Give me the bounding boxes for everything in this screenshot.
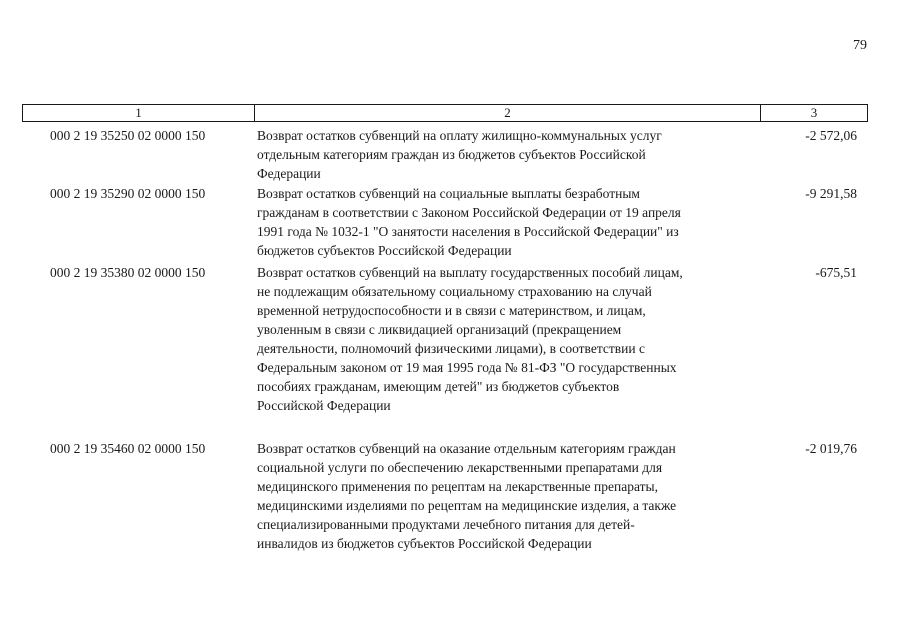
description-line: Возврат остатков субвенций на выплату государственных пособий лицам, bbox=[257, 265, 683, 280]
description-line: отдельным категориям граждан из бюджетов субъектов Российской bbox=[257, 147, 646, 162]
amount: -2 019,76 bbox=[805, 441, 857, 456]
page-number: 79 bbox=[853, 38, 867, 53]
description-line: социальной услуги по обеспечению лекарственными препаратами для bbox=[257, 460, 663, 475]
row-description bbox=[257, 184, 744, 260]
description-line: 1991 года № 1032-1 "О занятости населения в Российской Федерации" из bbox=[257, 224, 679, 239]
table-header-col-1: 1 bbox=[23, 105, 255, 121]
description-line: инвалидов из бюджетов субъектов Российской Федерации bbox=[257, 536, 592, 551]
description-line: временной нетрудоспособности и в связи с материнством, и лицам, bbox=[257, 303, 646, 318]
budget-code: 000 2 19 35250 02 0000 150 bbox=[50, 128, 206, 143]
amount: -675,51 bbox=[815, 265, 857, 280]
table-header bbox=[22, 104, 868, 122]
description-line: Российской Федерации bbox=[257, 398, 391, 413]
description-line: Федерации bbox=[257, 166, 321, 181]
budget-code: 000 2 19 35460 02 0000 150 bbox=[50, 441, 206, 456]
description-line: Федеральным законом от 19 мая 1995 года № 81-ФЗ "О государственных bbox=[257, 360, 677, 375]
amount: -2 572,06 bbox=[805, 128, 857, 143]
description-line: Возврат остатков субвенций на социальные выплаты безработным bbox=[257, 186, 640, 201]
row-description bbox=[257, 439, 744, 553]
amount: -9 291,58 bbox=[805, 186, 857, 201]
description-line: Возврат остатков субвенций на оплату жилищно-коммунальных услуг bbox=[257, 128, 662, 143]
description-line: медицинского применения по рецептам на лекарственные препараты, bbox=[257, 479, 658, 494]
table-header-col-3: 3 bbox=[810, 105, 818, 120]
description-line: бюджетов субъектов Российской Федерации bbox=[257, 243, 512, 258]
description-line: специализированными продуктами лечебного питания для детей- bbox=[257, 517, 635, 532]
table-header-col-2: 2 bbox=[255, 105, 761, 121]
description-line: медицинскими изделиями по рецептам на медицинские изделия, а также bbox=[257, 498, 677, 513]
budget-code: 000 2 19 35290 02 0000 150 bbox=[50, 186, 206, 201]
row-description bbox=[257, 263, 744, 415]
row-description bbox=[257, 126, 744, 183]
description-line: уволенным в связи с ликвидацией организаций (прекращением bbox=[257, 322, 622, 337]
budget-code: 000 2 19 35380 02 0000 150 bbox=[50, 265, 206, 280]
description-line: пособиях гражданам, имеющим детей" из бюджетов субъектов bbox=[257, 379, 620, 394]
description-line: деятельности, полномочий физическими лицами), в соответствии с bbox=[257, 341, 645, 356]
description-line: гражданам в соответствии с Законом Российской Федерации от 19 апреля bbox=[257, 205, 681, 220]
description-line: не подлежащим обязательному социальному страхованию на случай bbox=[257, 284, 652, 299]
description-line: Возврат остатков субвенций на оказание отдельным категориям граждан bbox=[257, 441, 676, 456]
